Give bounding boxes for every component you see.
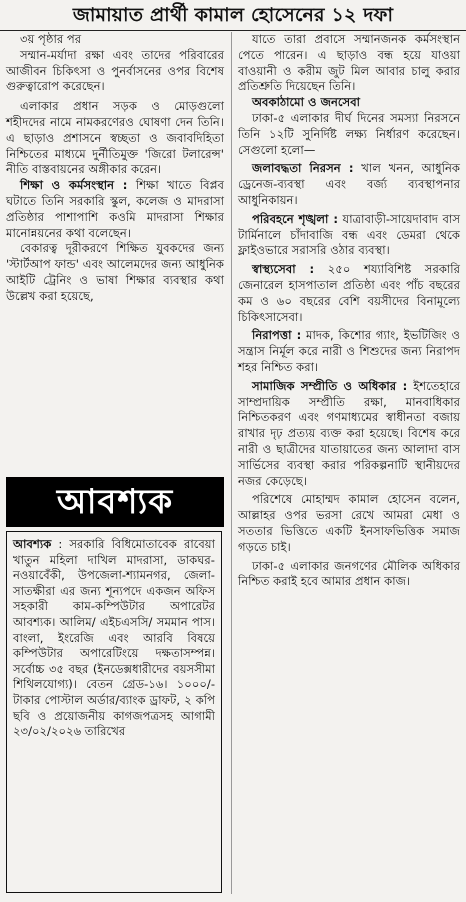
paragraph: ঢাকা-৫ এলাকার দীর্ঘ দিনের সমস্যা নিরসনে তিনি ১২টি সুনির্দিষ্ট লক্ষ্য নির্ধারণ করেছেন। সেগুলো হলো— <box>238 110 460 157</box>
paragraph <box>238 328 460 375</box>
paragraph <box>238 262 460 325</box>
paragraph <box>238 379 460 490</box>
section-body: শিক্ষা খাতে বিপ্লব ঘটাতে তিনি সরকারি স্কুল, কলেজ ও মাদরাসা প্রতিষ্ঠার পাশাপাশি কওমি মাদরাসা শিক্ষার মানোন্নয়নের কথা বলেছেন। <box>6 178 224 240</box>
ad-body: : সরকারি বিধিমোতাবেক রাবেয়া খাতুন মহিলা দাখিল মাদরাসা, ডাকঘর-নওয়াবেঁকী, উপজেলা-শ্যামনগর, জেলা-সাতক্ষীরা এর জন্য শূন্যপদে একজন অফিস সহকারী কাম-কম্পিউটার অপারেটর আবশ্যক। আলিম/ এইচএসসি/ সমমান পাস। বাংলা, ইংরেজি এবং আরবি বিষয়ে কম্পিউটার অপারেটিংয়ে দক্ষতাসম্পন্ন। সর্বোচ্চ ৩৫ বছর (ইনডেক্সধারীদের বয়সসীমা শিথিলযোগ্য)। বেতন গ্রেড-১৬। ১০০০/-টাকার পোস্টাল অর্ডার/ব্যাংক ড্রাফট, ২ কপি ছবি ও প্রয়োজনীয় কাগজপত্রসহ আগামী ২৩/০২/২০২৬ তারিখের <box>13 537 215 739</box>
left-column <box>6 32 224 305</box>
continued-label: ৩য় পৃষ্ঠার পর <box>20 32 82 46</box>
paragraph: এলাকার প্রধান সড়ক ও মোড়গুলো শহীদদের নামে নামকরণেরও ঘোষণা দেন তিনি। এ ছাড়াও প্রশাসনে স্বচ্ছতা ও জবাবদিহিতা নিশ্চিতের মাধ্যমে দুর্নীতিমুক্ত 'জিরো টলারেন্স' নীতি বাস্তবায়নের অঙ্গীকার করেন। <box>6 99 224 177</box>
section-body: ২৫০ শয্যাবিশিষ্ট সরকারি জেনারেল হাসপাতাল প্রতিষ্ঠা এবং পাঁচ বছরের কম ও ৬০ বছরের বেশি বয়সীদের বিনামূল্যে চিকিৎসাসেবা। <box>238 262 460 324</box>
section-heading: নিরাপত্তা : <box>252 328 302 343</box>
paragraph: যাতে তারা প্রবাসে সম্মানজনক কর্মসংস্থান পেতে পারেন। এ ছাড়াও বন্ধ হয়ে যাওয়া বাওয়ানী ও করীম জুট মিল আবার চালু করার প্রতিশ্রুতি দিয়েছেন তিনি। <box>238 32 460 94</box>
section-heading: জলাবদ্ধতা নিরসন : <box>252 161 354 176</box>
section-heading: স্বাস্থ্যসেবা : <box>252 262 315 277</box>
section-heading: শিক্ষা ও কর্মসংস্থান : <box>20 178 128 193</box>
paragraph: সম্মান-মর্যাদা রক্ষা এবং তাদের পরিবারের আজীবন চিকিৎসা ও পুনর্বাসনের ওপর বিশেষ গুরুত্বারোপ করেছেন। <box>6 47 224 94</box>
section-body: মাদক, কিশোর গ্যাং, ইভটিজিং ও সন্ত্রাস নির্মূল করে নারী ও শিশুদের জন্য নিরাপদ শহর নিশ্চিত করা। <box>238 328 460 374</box>
paragraph: পরিশেষে মোহাম্মদ কামাল হোসেন বলেন, আল্লাহর ওপর ভরসা রেখে আমরা মেধা ও সততার ভিত্তিতে একটি ইনসাফভিত্তিক সমাজ গড়তে চাই। <box>238 492 460 554</box>
paragraph <box>238 212 460 259</box>
section-body: খাল খনন, আধুনিক ড্রেনেজ-ব্যবস্থা এবং বর্জ্য ব্যবস্থাপনার আধুনিকায়ন। <box>238 161 460 207</box>
ad-banner: আবশ্যক <box>6 477 224 527</box>
section-body: যাত্রাবাড়ী-সায়েদাবাদ বাস টার্মিনালে চাঁদাবাজি বন্ধ এবং ডেমরা থেকে ফ্লাইওভারে সরাসরি ওঠার ব্যবস্থা। <box>238 211 460 258</box>
headline: জামায়াত প্রার্থী কামাল হোসেনের ১২ দফা <box>0 0 466 31</box>
column-divider <box>231 32 232 894</box>
section-heading: অবকাঠামো ও জনসেবা <box>252 95 361 110</box>
section-heading: পরিবহনে শৃঙ্খলা : <box>252 211 338 226</box>
section-heading: সামাজিক সম্প্রীতি ও অধিকার : <box>252 378 408 393</box>
ad-heading: আবশ্যক <box>13 537 52 551</box>
ad-box <box>6 531 222 893</box>
right-column <box>238 32 460 590</box>
paragraph: বেকারত্ব দূরীকরণে শিক্ষিত যুবকদের জন্য 'স্টার্টআপ ফান্ড' এবং আলেমদের জন্য আধুনিক আইটি ট্রেনিং ও ভাষা শিক্ষার ব্যবস্থার কথা উল্লেখ করা হয়েছে, <box>6 241 224 303</box>
paragraph: ঢাকা-৫ এলাকার জনগণের মৌলিক অধিকার নিশ্চিত করাই হবে আমার প্রধান কাজ। <box>238 558 460 589</box>
section-body: ইশতেহারে সাম্প্রদায়িক সম্প্রীতি রক্ষা, মানবাধিকার নিশ্চিতকরণ এবং গণমাধ্যমের স্বাধীনতা বজায় রাখার দৃঢ় প্রত্যয় ব্যক্ত করা হয়েছে। বিশেষ করে নারী ও ছাত্রীদের যাতায়াতের জন্য আলাদা বাস সার্ভিসের ব্যবস্থা করার পরিকল্পনাটি স্থানীয়দের নজর কেড়েছে। <box>238 378 460 488</box>
paragraph <box>6 178 224 241</box>
paragraph <box>238 161 460 208</box>
